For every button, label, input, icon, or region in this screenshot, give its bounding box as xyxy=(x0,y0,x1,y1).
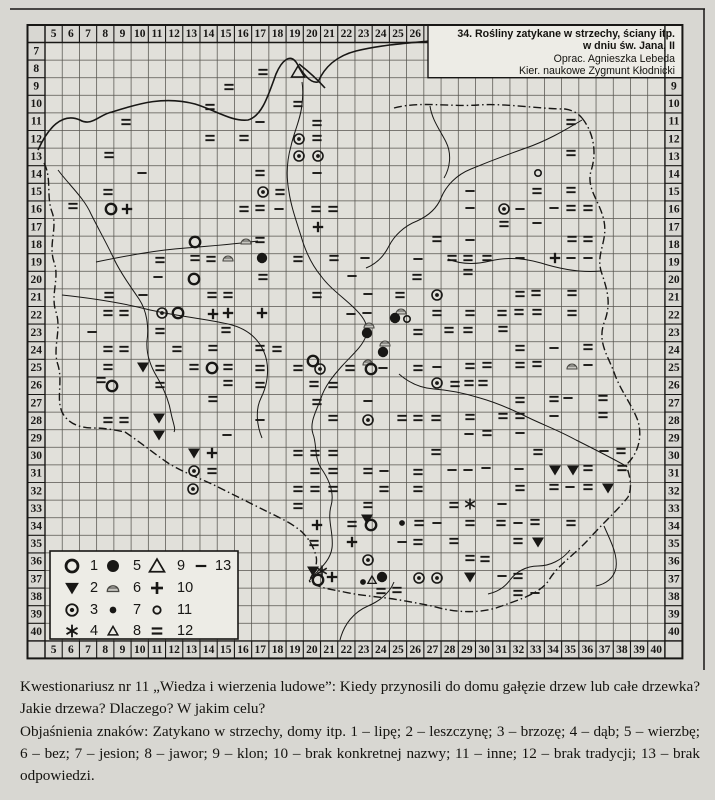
legend-label-3: 3 xyxy=(90,602,99,618)
grid-number: 25 xyxy=(392,28,404,40)
grid-number: 25 xyxy=(668,362,680,375)
legend-label-2: 2 xyxy=(90,580,99,596)
map-symbol-6 xyxy=(364,323,374,328)
grid-number: 13 xyxy=(30,150,43,163)
grid-number: 27 xyxy=(30,397,43,410)
grid-number: 38 xyxy=(30,590,43,603)
map-symbol-5 xyxy=(107,560,119,572)
grid-number: 24 xyxy=(30,344,43,357)
grid-number: 8 xyxy=(102,28,109,40)
grid-number: 31 xyxy=(495,643,508,656)
grid-number: 38 xyxy=(616,643,628,656)
map-symbol-5 xyxy=(377,572,387,582)
grid-number: 10 xyxy=(133,28,146,40)
grid-number: 26 xyxy=(30,379,43,392)
grid-number: 9 xyxy=(33,80,40,93)
grid-number: 30 xyxy=(30,450,43,463)
grid-number: 5 xyxy=(50,643,57,656)
grid-number: 28 xyxy=(30,414,43,427)
grid-number: 18 xyxy=(668,238,680,251)
grid-number: 36 xyxy=(30,555,43,568)
grid-number: 20 xyxy=(668,274,680,287)
grid-number: 21 xyxy=(668,291,680,304)
grid-number: 13 xyxy=(185,28,198,40)
grid-number: 9 xyxy=(119,28,126,40)
grid-number: 26 xyxy=(668,379,680,392)
grid-number: 19 xyxy=(668,256,680,269)
map-symbol-5 xyxy=(378,347,388,357)
grid-number: 39 xyxy=(30,608,43,621)
grid-number: 22 xyxy=(340,643,353,656)
grid-number: 24 xyxy=(375,28,387,40)
grid-number: 18 xyxy=(271,643,284,656)
grid-number: 6 xyxy=(67,643,74,656)
grid-number: 16 xyxy=(237,643,249,656)
legend-label-9: 9 xyxy=(177,558,186,574)
grid-number: 19 xyxy=(288,28,301,40)
grid-number: 17 xyxy=(30,221,43,234)
grid-number: 26 xyxy=(409,643,421,656)
grid-number: 17 xyxy=(254,643,266,656)
grid-number: 35 xyxy=(30,538,43,551)
grid-number: 31 xyxy=(30,467,43,480)
grid-number: 24 xyxy=(668,344,680,357)
grid-number: 40 xyxy=(30,626,43,639)
caption-questionnaire: Kwestionariusz nr 11 „Wiedza i wierzenia ludowe”: Kiedy przynosili do domu gałęzie drzew lub całe drzewka? Jakie drzewa? Dlaczego? W jakim celu? xyxy=(20,678,700,717)
grid-number: 27 xyxy=(426,643,439,656)
grid-number: 13 xyxy=(185,643,198,656)
grid-number: 14 xyxy=(202,643,215,656)
grid-number: 11 xyxy=(151,28,163,40)
grid-number: 39 xyxy=(668,608,680,621)
legend-label-11: 11 xyxy=(177,602,193,618)
grid-number: 18 xyxy=(271,28,284,40)
grid-number: 12 xyxy=(668,133,680,146)
grid-number: 22 xyxy=(668,309,680,322)
grid-number: 22 xyxy=(30,309,43,322)
grid-number: 10 xyxy=(668,98,680,111)
grid-number: 20 xyxy=(30,274,43,287)
grid-number: 33 xyxy=(30,502,43,515)
grid-number: 21 xyxy=(323,28,335,40)
grid-number: 33 xyxy=(668,502,680,515)
grid-number: 31 xyxy=(668,467,680,480)
map-symbol-7 xyxy=(399,520,405,526)
legend-label-10: 10 xyxy=(177,580,194,596)
grid-number: 11 xyxy=(668,115,680,128)
grid-number: 33 xyxy=(530,643,542,656)
grid-number: 23 xyxy=(668,326,680,339)
grid-number: 17 xyxy=(254,28,266,40)
legend-label-12: 12 xyxy=(177,623,194,639)
grid-number: 25 xyxy=(392,643,404,656)
legend-label-13: 13 xyxy=(215,558,232,574)
grid-number: 12 xyxy=(30,133,43,146)
grid-number: 36 xyxy=(581,643,594,656)
grid-number: 16 xyxy=(30,203,43,216)
grid-number: 19 xyxy=(288,643,301,656)
caption-symbol-key: Objaśnienia znaków: Zatykano w strzechy, domy itp. 1 – lipę; 2 – leszczynę; 3 – brzozę; 4 – dąb; 5 – wierzbę; 6 – bez; 7 – jesion; 8 – jawor; 9 – klon; 10 – brak konkretnej nazwy; 11 – inne; 12 – brak tradycji; 13 – brak odpowiedzi. xyxy=(20,723,700,784)
grid-number: 11 xyxy=(151,643,163,656)
grid-number: 16 xyxy=(668,203,680,216)
map-symbol-6 xyxy=(241,239,251,244)
grid-number: 10 xyxy=(133,643,146,656)
grid-number: 32 xyxy=(30,485,43,498)
grid-number: 35 xyxy=(564,643,576,656)
map-title-box xyxy=(432,28,675,78)
grid-number: 23 xyxy=(357,28,370,40)
grid-number: 14 xyxy=(668,168,680,181)
grid-number: 32 xyxy=(512,643,525,656)
map-symbol-6 xyxy=(567,364,577,369)
grid-number: 23 xyxy=(30,326,43,339)
map-title-line4: Kier. naukowe Zygmunt Kłodnicki xyxy=(518,65,675,78)
grid-number: 14 xyxy=(30,168,43,181)
grid-number: 38 xyxy=(668,590,680,603)
grid-number: 25 xyxy=(30,362,43,375)
grid-number: 9 xyxy=(119,643,126,656)
grid-number: 29 xyxy=(30,432,43,445)
grid-number: 29 xyxy=(461,643,473,656)
grid-number: 14 xyxy=(202,28,215,40)
grid-number: 37 xyxy=(668,573,680,586)
map-symbol-6 xyxy=(107,586,119,592)
legend-label-7: 7 xyxy=(133,602,142,618)
grid-number: 34 xyxy=(668,520,680,533)
grid-number: 36 xyxy=(668,555,680,568)
grid-number: 17 xyxy=(668,221,680,234)
grid-number: 8 xyxy=(102,643,109,656)
map-symbol-5 xyxy=(257,253,267,263)
map-symbol-5 xyxy=(390,313,400,323)
grid-number: 29 xyxy=(668,432,680,445)
grid-number: 37 xyxy=(30,573,43,586)
grid-number: 28 xyxy=(668,414,680,427)
grid-number: 27 xyxy=(668,397,680,410)
grid-number: 39 xyxy=(633,643,645,656)
map-symbol-7 xyxy=(110,607,117,614)
grid-number: 30 xyxy=(478,643,490,656)
grid-number: 12 xyxy=(168,643,180,656)
grid-number: 19 xyxy=(30,256,43,269)
grid-number: 11 xyxy=(30,115,42,128)
map-symbol-6 xyxy=(380,341,390,346)
grid-number: 15 xyxy=(30,186,43,199)
grid-number: 18 xyxy=(30,238,43,251)
map-caption xyxy=(20,676,700,789)
grid-number: 15 xyxy=(668,186,680,199)
grid-number: 35 xyxy=(668,538,680,551)
grid-number: 26 xyxy=(409,28,421,40)
grid-number: 34 xyxy=(30,520,43,533)
legend-label-5: 5 xyxy=(133,558,142,574)
grid-number: 20 xyxy=(306,643,318,656)
grid-number: 23 xyxy=(357,643,370,656)
grid-number: 6 xyxy=(67,28,74,40)
grid-number: 10 xyxy=(30,98,43,111)
grid-number: 7 xyxy=(85,643,91,656)
legend-label-8: 8 xyxy=(133,623,142,639)
grid-number: 8 xyxy=(33,62,40,75)
legend-label-1: 1 xyxy=(90,558,99,574)
map-title-line2: w dniu św. Jana, II xyxy=(582,40,675,53)
grid-number: 12 xyxy=(168,28,180,40)
map-symbol-6 xyxy=(396,309,406,314)
grid-number: 30 xyxy=(668,450,680,463)
legend-label-4: 4 xyxy=(90,623,99,639)
grid-number: 40 xyxy=(668,626,680,639)
grid-number: 15 xyxy=(220,28,232,40)
grid-number: 28 xyxy=(443,643,456,656)
grid-number: 15 xyxy=(220,643,232,656)
grid-number: 13 xyxy=(668,150,680,163)
grid-number: 34 xyxy=(547,643,559,656)
grid-number: 20 xyxy=(306,28,318,40)
grid-number: 16 xyxy=(237,28,249,40)
grid-number: 21 xyxy=(30,291,43,304)
grid-number: 21 xyxy=(323,643,335,656)
map-title-line1: 34. Rośliny zatykane w strzechy, ściany itp. xyxy=(457,28,675,40)
map-symbol-5 xyxy=(362,328,372,338)
grid-number: 37 xyxy=(598,643,611,656)
grid-number: 5 xyxy=(50,28,57,40)
grid-number: 40 xyxy=(650,643,663,656)
map-symbol-7 xyxy=(360,579,366,585)
grid-number: 7 xyxy=(85,28,91,40)
grid-number: 22 xyxy=(340,28,353,40)
grid-number: 32 xyxy=(668,485,680,498)
grid-number: 9 xyxy=(671,80,677,93)
legend xyxy=(50,551,238,639)
legend-label-6: 6 xyxy=(133,580,142,596)
grid-number: 24 xyxy=(375,643,387,656)
grid-number: 7 xyxy=(33,45,40,58)
map-title-line3: Oprac. Agnieszka Lebeda xyxy=(553,52,675,65)
map-symbol-6 xyxy=(223,256,233,261)
